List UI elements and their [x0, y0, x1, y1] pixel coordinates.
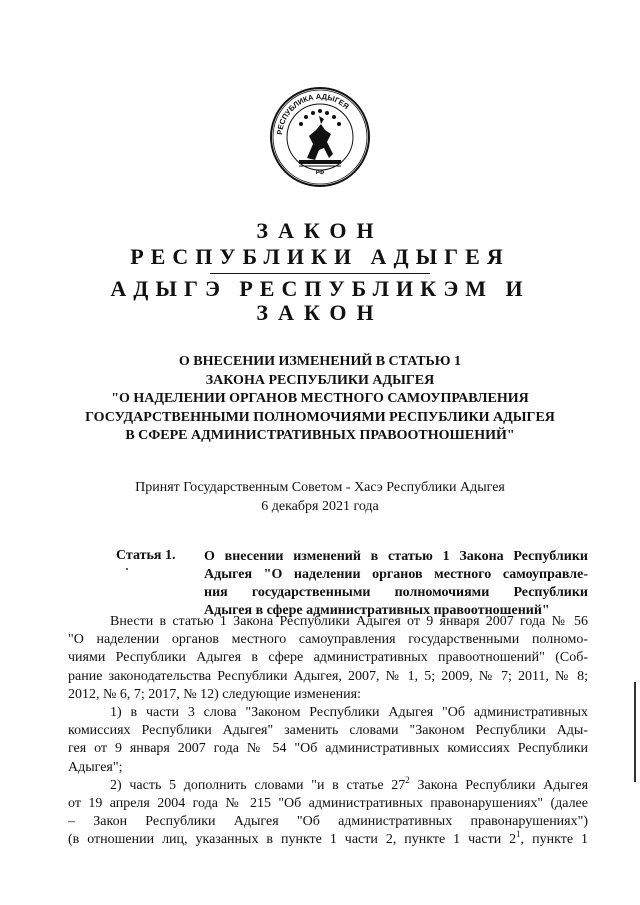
- scan-speck: [126, 568, 128, 570]
- body-text: (в отношении лиц, указанных в пункте 1 части 2, пункте 1 части 2: [68, 832, 517, 848]
- adoption-date: 6 декабря 2021 года: [261, 499, 379, 514]
- republic-of-adygea-coat-of-arms-icon: [269, 86, 371, 188]
- adoption-body: Принят Государственным Советом - Хасэ Республики Адыгея: [135, 480, 505, 495]
- article-title-line: О внесении изменений в статью 1 Закона Республики: [204, 549, 588, 564]
- superscript: 1: [516, 829, 521, 840]
- body-line: чиями Республики Адыгея в сфере административных правоотношений" (Соб-: [68, 650, 588, 666]
- emblem-ring-text-left: РЕСПУБЛИКА АДЫГЕЯ: [275, 91, 351, 136]
- body-text: , пункте 1: [520, 832, 588, 848]
- body-line: [68, 831, 588, 849]
- law-heading-line3: АДЫГЭ РЕСПУБЛИКЭМ И: [110, 276, 530, 301]
- body-line: комиссиях Республики Адыгея" заменить словами "Законом Республики Ады-: [68, 723, 588, 739]
- subject-line: ГОСУДАРСТВЕННЫМИ ПОЛНОМОЧИЯМИ РЕСПУБЛИКИ АДЫГЕЯ: [85, 409, 555, 425]
- article-body: [68, 613, 588, 850]
- article-title: [204, 548, 588, 620]
- body-line: – Закон Республики Адыгея "Об административных правонарушениях"): [68, 814, 588, 830]
- article-title-line: Адыгея в сфере административных правоотношений": [204, 603, 550, 618]
- svg-text:РФ: [315, 170, 324, 176]
- subject-line: О ВНЕСЕНИИ ИЗМЕНЕНИЙ В СТАТЬЮ 1: [178, 354, 462, 369]
- body-line: 1) в части 3 слова "Законом Республики Адыгея "Об административных: [110, 705, 588, 721]
- body-line: Внести в статью 1 Закона Республики Адыгея от 9 января 2007 года № 56: [110, 614, 588, 629]
- article-number: Статья 1.: [116, 548, 176, 563]
- body-line: 2012, № 6, 7; 2017, № 12) следующие изменения:: [68, 686, 361, 702]
- emblem-bottom-text: РФ: [315, 170, 325, 177]
- article-title-line: Адыгея "О наделении органов местного самоуправле-: [204, 567, 588, 582]
- body-line: "О наделении органов местного самоуправления государственными полномо-: [68, 632, 588, 648]
- law-heading-line1: ЗАКОН: [256, 218, 384, 243]
- body-line: рание законодательства Республики Адыгея, 2007, № 1, 5; 2009, № 7; 2011, № 8;: [68, 668, 588, 684]
- body-line: [68, 774, 589, 795]
- subject-line: "О НАДЕЛЕНИИ ОРГАНОВ МЕСТНОГО САМОУПРАВЛЕНИЯ: [111, 391, 529, 406]
- superscript: 2: [405, 774, 410, 785]
- adoption-info: [0, 478, 640, 516]
- law-heading-line2: РЕСПУБЛИКИ АДЫГЕЯ: [130, 244, 510, 269]
- page-edge-mark: [634, 682, 636, 782]
- body-text: 2) часть 5 дополнить словами "и в статье 27: [110, 777, 406, 793]
- body-line: Адыгея";: [68, 759, 123, 775]
- body-line: от 19 апреля 2004 года № 215 "Об административных правонарушениях" (далее: [68, 796, 588, 812]
- body-text: Закона Республики Адыгея: [409, 777, 589, 793]
- article-title-line: ния государственными полномочиями Республики: [204, 585, 588, 600]
- law-heading-line4: ЗАКОН: [256, 300, 384, 325]
- heading-divider: [210, 273, 430, 274]
- subject-line: ЗАКОНА РЕСПУБЛИКИ АДЫГЕЯ: [205, 372, 435, 388]
- body-line: гея от 9 января 2007 года № 54 "Об административных комиссиях Республики: [68, 741, 588, 757]
- law-subject-title: [0, 353, 640, 446]
- subject-line: В СФЕРЕ АДМИНИСТРАТИВНЫХ ПРАВООТНОШЕНИЙ": [125, 428, 515, 443]
